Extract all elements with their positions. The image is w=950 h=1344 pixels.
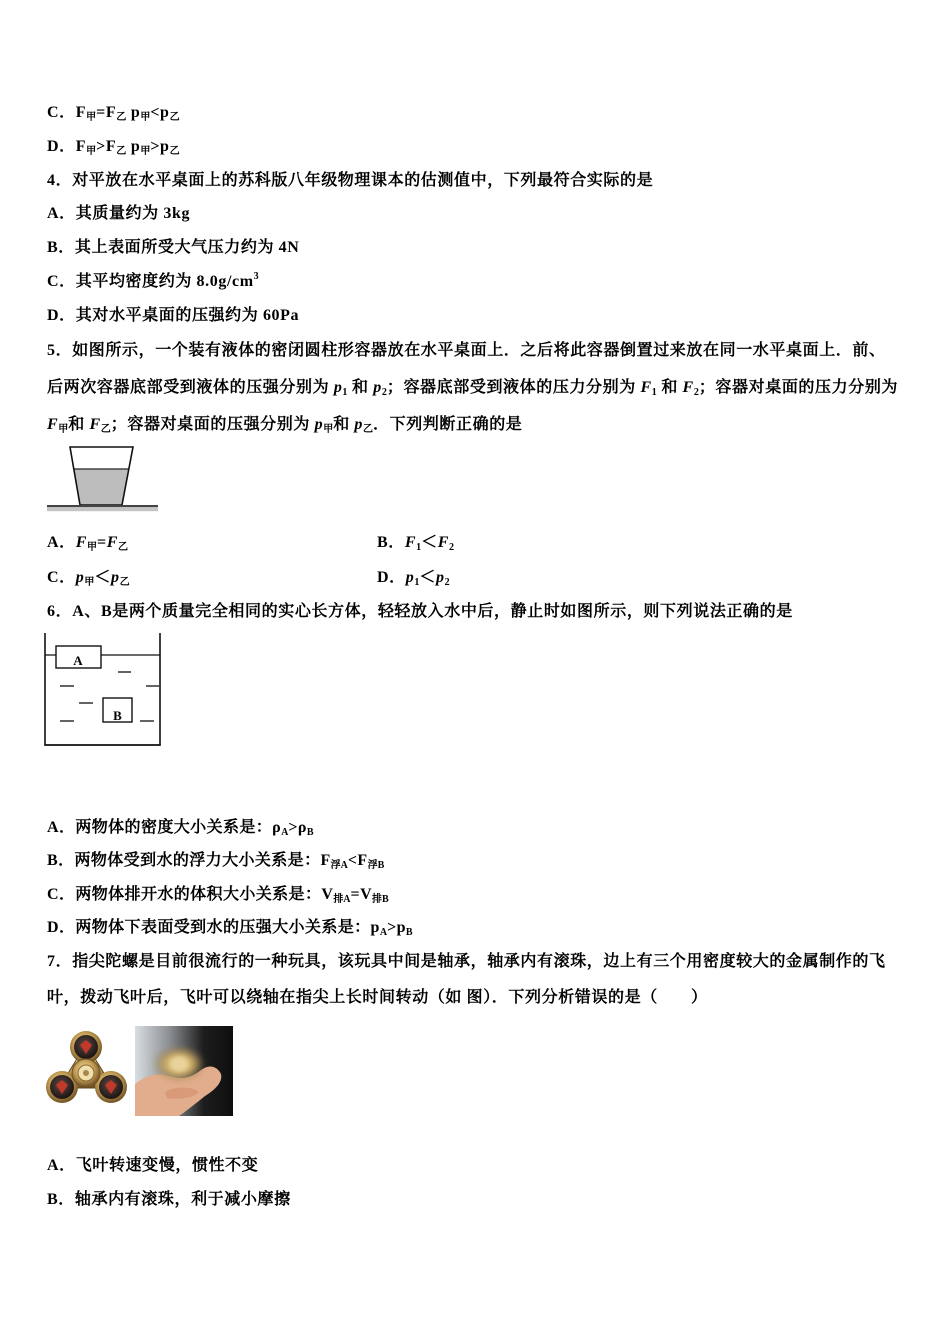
subscript: 甲 — [86, 146, 97, 157]
q5-option-d — [377, 568, 450, 588]
subscript: 甲 — [87, 542, 98, 553]
q5-option-a — [47, 533, 128, 553]
subscript: 1 — [342, 387, 348, 398]
option-text: <p — [150, 104, 170, 121]
q6-option-b — [47, 851, 384, 871]
q7-option-a: A．飞叶转速变慢，惯性不变 — [47, 1157, 259, 1174]
subscript: 排A — [333, 894, 351, 905]
q5-stem-line3 — [47, 415, 522, 435]
subscript: A — [379, 927, 388, 938]
stem-text: ；容器对桌面的压力分别为 — [698, 379, 899, 396]
subscript: 甲 — [86, 112, 97, 123]
symbol: F — [106, 534, 119, 551]
subscript: 乙 — [119, 577, 130, 588]
container-on-table-figure — [45, 445, 161, 515]
stem-text: 和 — [656, 379, 683, 396]
stem-text: ；容器对桌面的压强分别为 — [110, 416, 315, 433]
option-text: <F — [347, 852, 368, 869]
option-text: =V — [350, 886, 373, 903]
symbol: F — [75, 534, 88, 551]
symbol: p — [405, 569, 415, 586]
subscript: 2 — [381, 387, 387, 398]
superscript: 3 — [253, 271, 259, 282]
q4-option-b: B．其上表面所受大气压力约为 4N — [47, 239, 300, 256]
option-text: B．两物体受到水的浮力大小关系是：F — [47, 852, 331, 869]
symbol: p — [314, 416, 324, 433]
subscript: 浮A — [330, 860, 348, 871]
q6-stem: 6．A、B是两个质量完全相同的实心长方体，轻轻放入水中后，静止时如图所示，则下列说法正确的是 — [47, 603, 793, 620]
table-surface — [47, 505, 158, 507]
subscript: 乙 — [100, 424, 111, 435]
subscript: 2 — [693, 387, 699, 398]
subscript: 乙 — [169, 112, 180, 123]
subscript: 2 — [444, 577, 450, 588]
stem-text: ；容器底部受到液体的压力分别为 — [386, 379, 641, 396]
symbol: p — [333, 379, 343, 396]
option-text: C．F — [47, 104, 87, 121]
fidget-spinner-photo — [45, 1030, 129, 1112]
symbol: p — [354, 416, 363, 433]
option-text: >p — [150, 138, 170, 155]
option-text: C． — [47, 569, 76, 586]
option-text: A． — [47, 534, 76, 551]
subscript: 乙 — [118, 542, 129, 553]
option-text: D． — [377, 569, 406, 586]
option-text: ＜ — [419, 569, 436, 586]
q4-option-d: D．其对水平桌面的压强约为 60Pa — [47, 307, 300, 324]
option-text: p — [126, 104, 141, 121]
option-text: ＜ — [421, 534, 438, 551]
q4-option-a: A．其质量约为 3kg — [47, 205, 191, 222]
option-text: B． — [377, 534, 405, 551]
stem-text: 后两次容器底部受到液体的压强分别为 — [47, 379, 334, 396]
subscript: 甲 — [58, 424, 69, 435]
stem-text: 和 — [333, 416, 355, 433]
q4-stem: 4．对平放在水平桌面上的苏科版八年级物理课本的估测值中，下列最符合实际的是 — [47, 172, 654, 189]
symbol: F — [437, 534, 450, 551]
subscript: 甲 — [140, 146, 151, 157]
option-text: >F — [96, 138, 117, 155]
symbol: p — [75, 569, 85, 586]
q6-option-c — [47, 885, 389, 905]
q3-option-d — [47, 137, 180, 157]
option-text: =F — [96, 104, 117, 121]
q7-stem-line2: 叶，拨动飞叶后，飞叶可以绕轴在指尖上长时间转动（如 图）．下列分析错误的是（ ） — [47, 989, 708, 1006]
subscript: 1 — [651, 387, 657, 398]
q7-option-b: B．轴承内有滚珠，利于减小摩擦 — [47, 1191, 291, 1208]
option-text: = — [97, 534, 107, 551]
subscript: 1 — [414, 577, 420, 588]
subscript: 1 — [416, 542, 422, 553]
option-text: p — [126, 138, 141, 155]
stem-text: ．下列判断正确的是 — [373, 416, 523, 433]
stem-text: 和 — [68, 416, 90, 433]
q5-stem-line2 — [47, 378, 898, 398]
subscript: 乙 — [116, 112, 127, 123]
stem-text: 和 — [347, 379, 374, 396]
option-text: >ρ — [288, 819, 307, 836]
subscript: B — [405, 927, 413, 938]
block-a-label: A — [73, 653, 83, 668]
symbol: F — [640, 379, 652, 396]
symbol: F — [47, 416, 59, 433]
q5-stem-line1: 5．如图所示，一个装有液体的密闭圆柱形容器放在水平桌面上．之后将此容器倒置过来放在同一水平桌面上．前、 — [47, 342, 886, 359]
subscript: 乙 — [363, 424, 373, 435]
subscript: 排B — [372, 894, 389, 905]
option-text: C．其平均密度约为 8.0g/cm — [47, 273, 254, 290]
subscript: 甲 — [140, 112, 151, 123]
symbol: p — [373, 379, 382, 396]
q4-option-c — [47, 272, 259, 292]
q5-option-b — [377, 533, 454, 553]
hand-spinning-photo — [135, 1026, 233, 1116]
symbol: F — [89, 416, 101, 433]
liquid — [74, 469, 129, 505]
subscript: B — [306, 827, 314, 838]
option-text: >p — [387, 919, 406, 936]
option-text: D．两物体下表面受到水的压强大小关系是：p — [47, 919, 380, 936]
q3-option-c — [47, 103, 180, 123]
option-text: D．F — [47, 138, 87, 155]
option-text: ＜ — [94, 569, 111, 586]
spinner-bearing — [72, 1059, 100, 1087]
table-shade — [47, 507, 158, 511]
q6-option-a — [47, 818, 314, 838]
block-b-label: B — [113, 708, 122, 723]
symbol: F — [682, 379, 694, 396]
beaker-blocks-figure — [44, 631, 162, 747]
option-text: A．两物体的密度大小关系是：ρ — [47, 819, 282, 836]
spinner-lobe-top — [70, 1031, 102, 1063]
subscript: 乙 — [169, 146, 180, 157]
option-text: C．两物体排开水的体积大小关系是：V — [47, 886, 334, 903]
symbol: p — [110, 569, 120, 586]
symbol: F — [404, 534, 417, 551]
subscript: 甲 — [323, 424, 334, 435]
subscript: 浮B — [367, 860, 385, 871]
subscript: 乙 — [116, 146, 127, 157]
subscript: 甲 — [84, 577, 95, 588]
subscript: A — [281, 827, 289, 838]
q5-option-c — [47, 568, 130, 588]
q6-option-d — [47, 918, 413, 938]
q7-stem-line1: 7．指尖陀螺是目前很流行的一种玩具，该玩具中间是轴承，轴承内有滚珠，边上有三个用密度较大的金属制作的飞 — [47, 953, 886, 970]
symbol: p — [435, 569, 445, 586]
subscript: 2 — [449, 542, 455, 553]
